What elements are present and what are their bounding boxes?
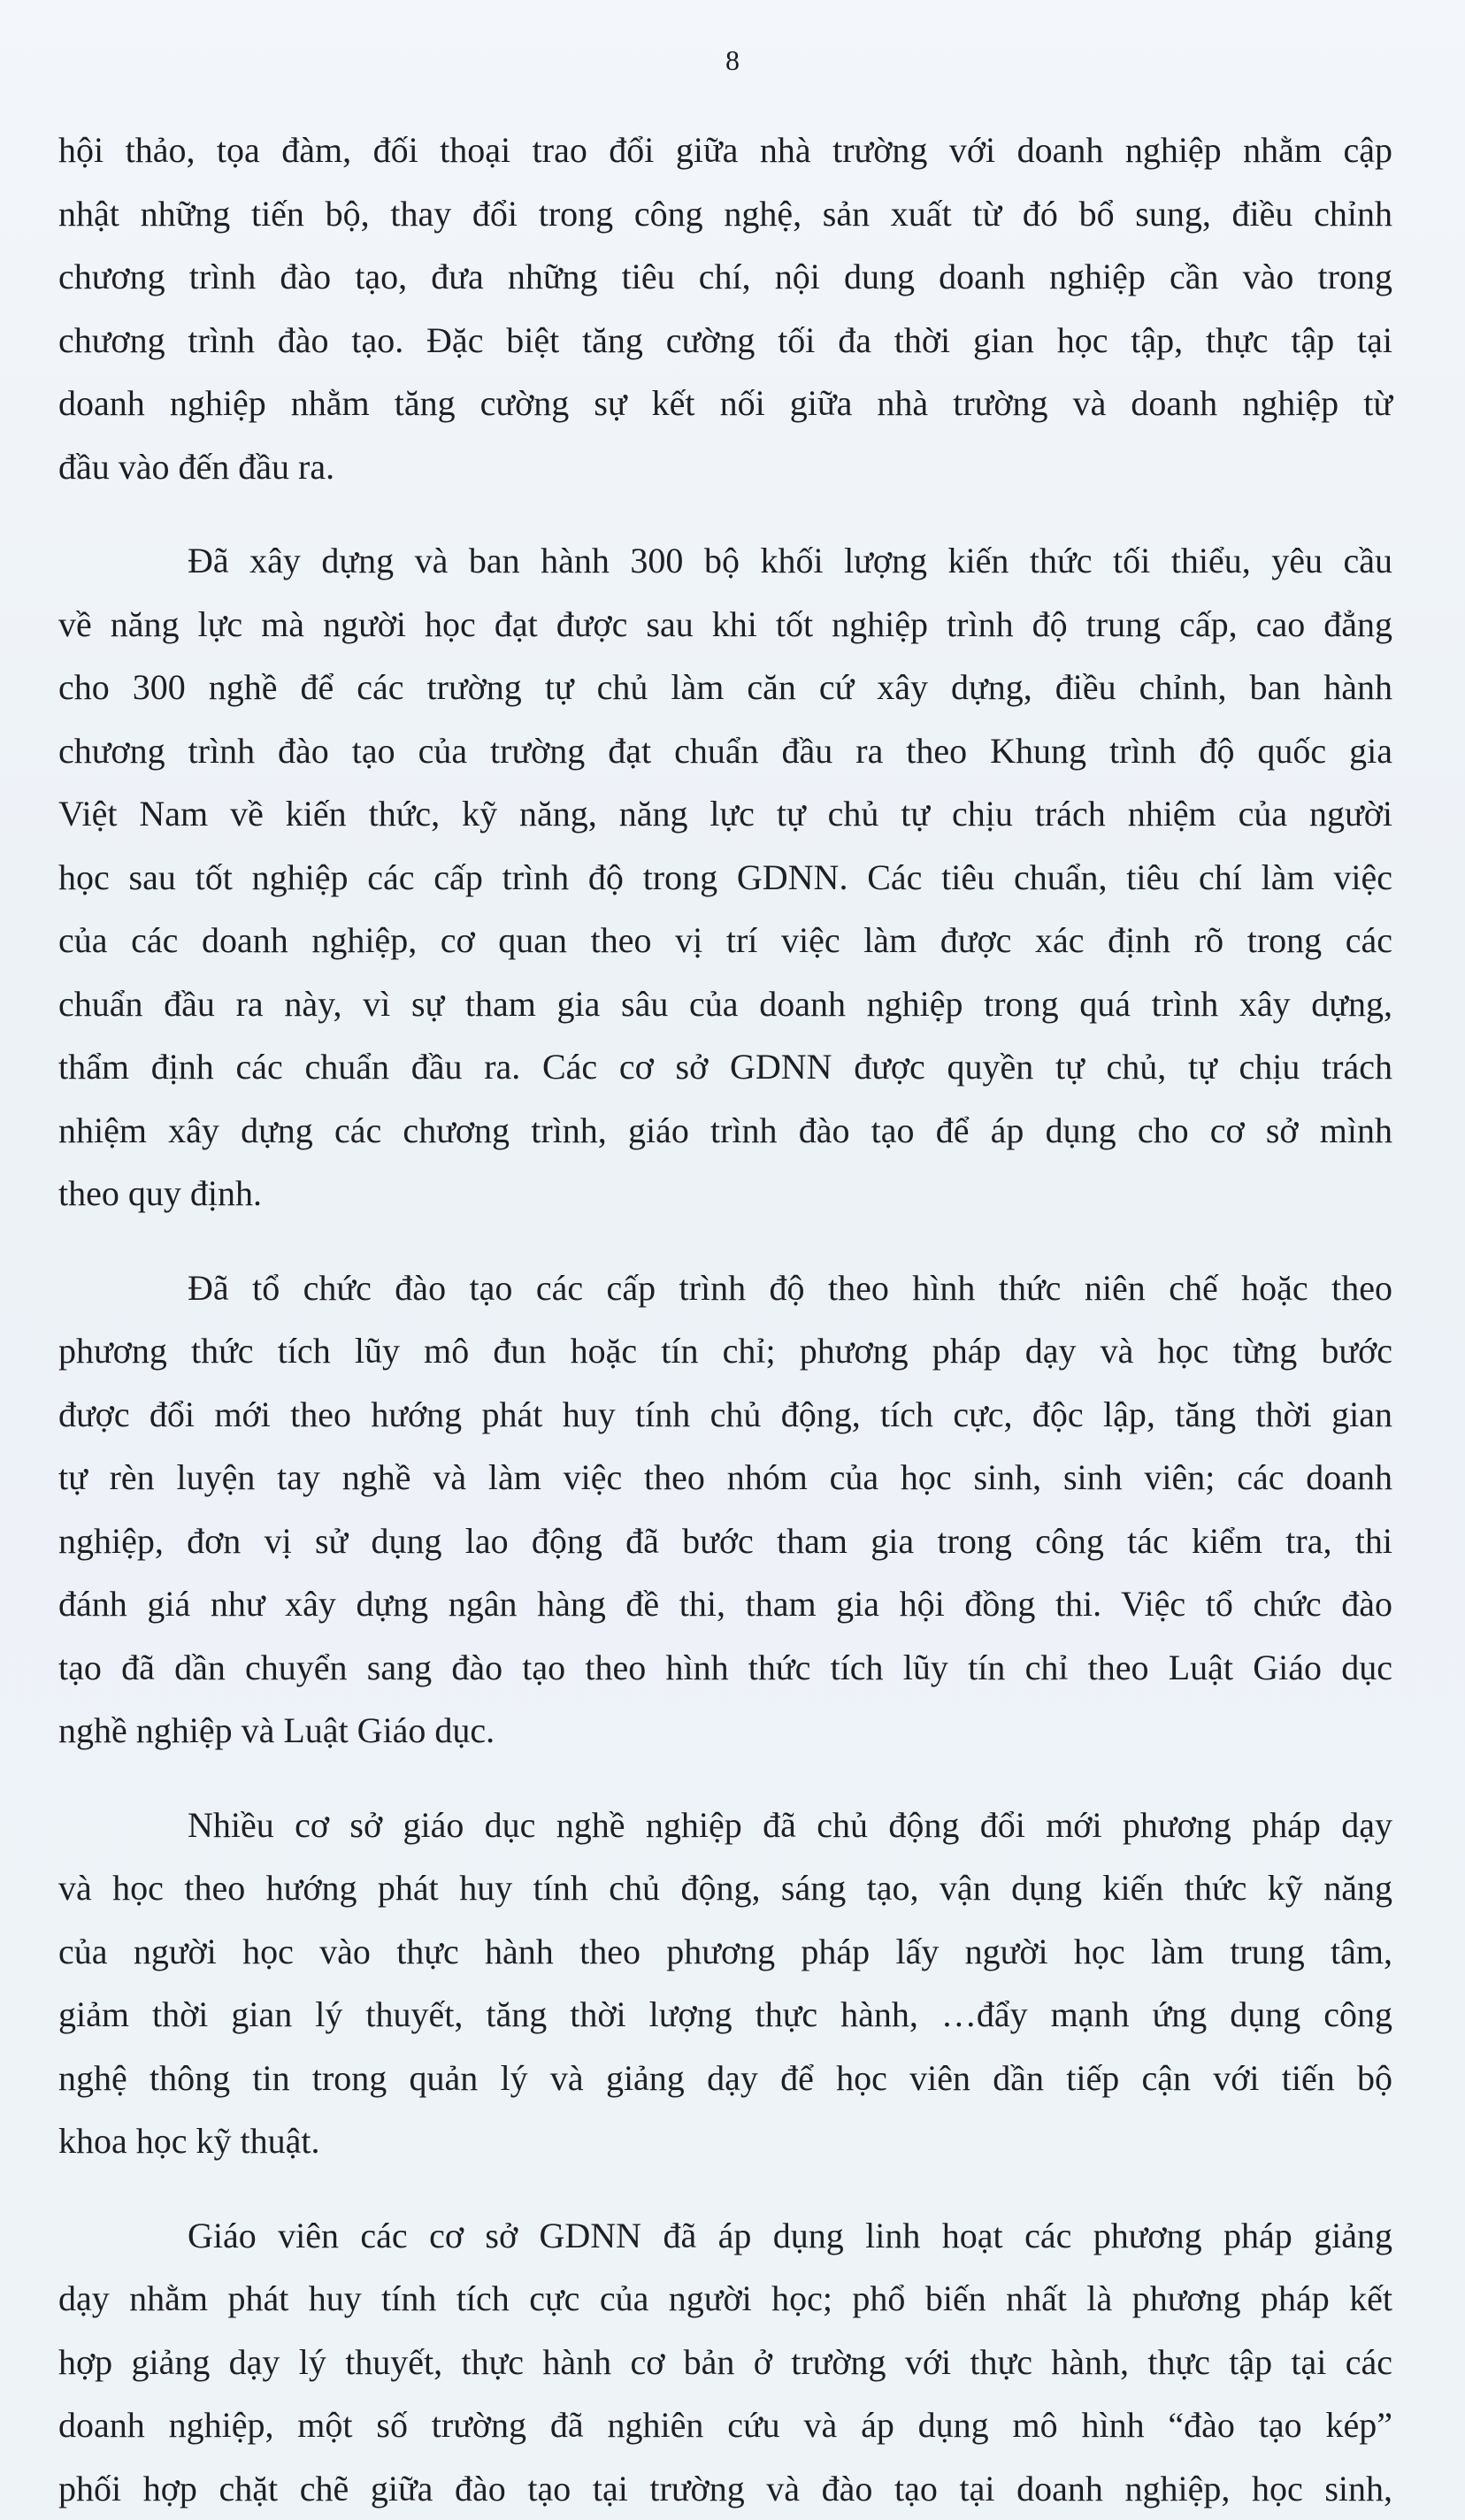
paragraph-line: tạo đã dần chuyển sang đào tạo theo hình thức tích lũy tín chỉ theo Luật Giáo dục bbox=[58, 1636, 1392, 1700]
paragraph-line: của người học vào thực hành theo phương pháp lấy người học làm trung tâm, bbox=[58, 1920, 1392, 1984]
paragraph-line: của các doanh nghiệp, cơ quan theo vị trí việc làm được xác định rõ trong các bbox=[58, 909, 1392, 972]
paragraph-line: doanh nghiệp nhằm tăng cường sự kết nối giữa nhà trường và doanh nghiệp từ bbox=[58, 372, 1392, 435]
paragraph-line: đánh giá như xây dựng ngân hàng đề thi, tham gia hội đồng thi. Việc tổ chức đào bbox=[58, 1572, 1392, 1636]
paragraph-line: nghề nghiệp và Luật Giáo dục. bbox=[58, 1699, 1392, 1763]
paragraph-line: cho 300 nghề để các trường tự chủ làm căn cứ xây dựng, điều chỉnh, ban hành bbox=[58, 656, 1392, 719]
page-number: 8 bbox=[0, 39, 1465, 81]
paragraph-line: dạy nhằm phát huy tính tích cực của người học; phổ biến nhất là phương pháp kết bbox=[58, 2267, 1392, 2331]
paragraph-line: khoa học kỹ thuật. bbox=[58, 2109, 1392, 2173]
paragraph-line: được đổi mới theo hướng phát huy tính chủ động, tích cực, độc lập, tăng thời gian bbox=[58, 1383, 1392, 1447]
paragraph-line: nghiệp, đơn vị sử dụng lao động đã bước tham gia trong công tác kiểm tra, thi bbox=[58, 1510, 1392, 1573]
paragraph-line: chương trình đào tạo của trường đạt chuẩn đầu ra theo Khung trình độ quốc gia bbox=[58, 719, 1392, 783]
body-text bbox=[58, 119, 1392, 2520]
paragraph-line: chuẩn đầu ra này, vì sự tham gia sâu của doanh nghiệp trong quá trình xây dựng, bbox=[58, 972, 1392, 1036]
paragraph-line: chương trình đào tạo, đưa những tiêu chí, nội dung doanh nghiệp cần vào trong bbox=[58, 245, 1392, 309]
paragraph-line: Đã tổ chức đào tạo các cấp trình độ theo hình thức niên chế hoặc theo bbox=[58, 1256, 1392, 1320]
paragraph-line: chương trình đào tạo. Đặc biệt tăng cường tối đa thời gian học tập, thực tập tại bbox=[58, 309, 1392, 373]
paragraph-line: thẩm định các chuẩn đầu ra. Các cơ sở GDNN được quyền tự chủ, tự chịu trách bbox=[58, 1035, 1392, 1099]
paragraph-line: nhiệm xây dựng các chương trình, giáo trình đào tạo để áp dụng cho cơ sở mình bbox=[58, 1099, 1392, 1163]
paragraph-line: tự rèn luyện tay nghề và làm việc theo nhóm của học sinh, sinh viên; các doanh bbox=[58, 1446, 1392, 1510]
paragraph-line: đầu vào đến đầu ra. bbox=[58, 435, 1392, 499]
paragraph-line: hợp giảng dạy lý thuyết, thực hành cơ bản ở trường với thực hành, thực tập tại các bbox=[58, 2331, 1392, 2394]
paragraph-line: phối hợp chặt chẽ giữa đào tạo tại trường và đào tạo tại doanh nghiệp, học sinh, bbox=[58, 2457, 1392, 2520]
paragraph-line: giảm thời gian lý thuyết, tăng thời lượng thực hành, …đẩy mạnh ứng dụng công bbox=[58, 1983, 1392, 2047]
paragraph-line: và học theo hướng phát huy tính chủ động, sáng tạo, vận dụng kiến thức kỹ năng bbox=[58, 1856, 1392, 1920]
paragraph-line: về năng lực mà người học đạt được sau khi tốt nghiệp trình độ trung cấp, cao đẳng bbox=[58, 593, 1392, 657]
paragraph-line: hội thảo, tọa đàm, đối thoại trao đổi giữa nhà trường với doanh nghiệp nhằm cập bbox=[58, 119, 1392, 182]
paragraph-line: Việt Nam về kiến thức, kỹ năng, năng lực tự chủ tự chịu trách nhiệm của người bbox=[58, 782, 1392, 846]
paragraph-line: phương thức tích lũy mô đun hoặc tín chỉ; phương pháp dạy và học từng bước bbox=[58, 1319, 1392, 1383]
paragraph-line: theo quy định. bbox=[58, 1162, 1392, 1225]
paragraph-line: Giáo viên các cơ sở GDNN đã áp dụng linh hoạt các phương pháp giảng bbox=[58, 2204, 1392, 2268]
paragraph-line: Nhiều cơ sở giáo dục nghề nghiệp đã chủ động đổi mới phương pháp dạy bbox=[58, 1794, 1392, 1857]
paragraph-line: nhật những tiến bộ, thay đổi trong công nghệ, sản xuất từ đó bổ sung, điều chỉnh bbox=[58, 182, 1392, 246]
paragraph-line: học sau tốt nghiệp các cấp trình độ trong GDNN. Các tiêu chuẩn, tiêu chí làm việc bbox=[58, 846, 1392, 910]
paragraph-line: Đã xây dựng và ban hành 300 bộ khối lượng kiến thức tối thiểu, yêu cầu bbox=[58, 529, 1392, 593]
paragraph-line: doanh nghiệp, một số trường đã nghiên cứu và áp dụng mô hình “đào tạo kép” bbox=[58, 2393, 1392, 2457]
paragraph-line: nghệ thông tin trong quản lý và giảng dạy để học viên dần tiếp cận với tiến bộ bbox=[58, 2047, 1392, 2110]
